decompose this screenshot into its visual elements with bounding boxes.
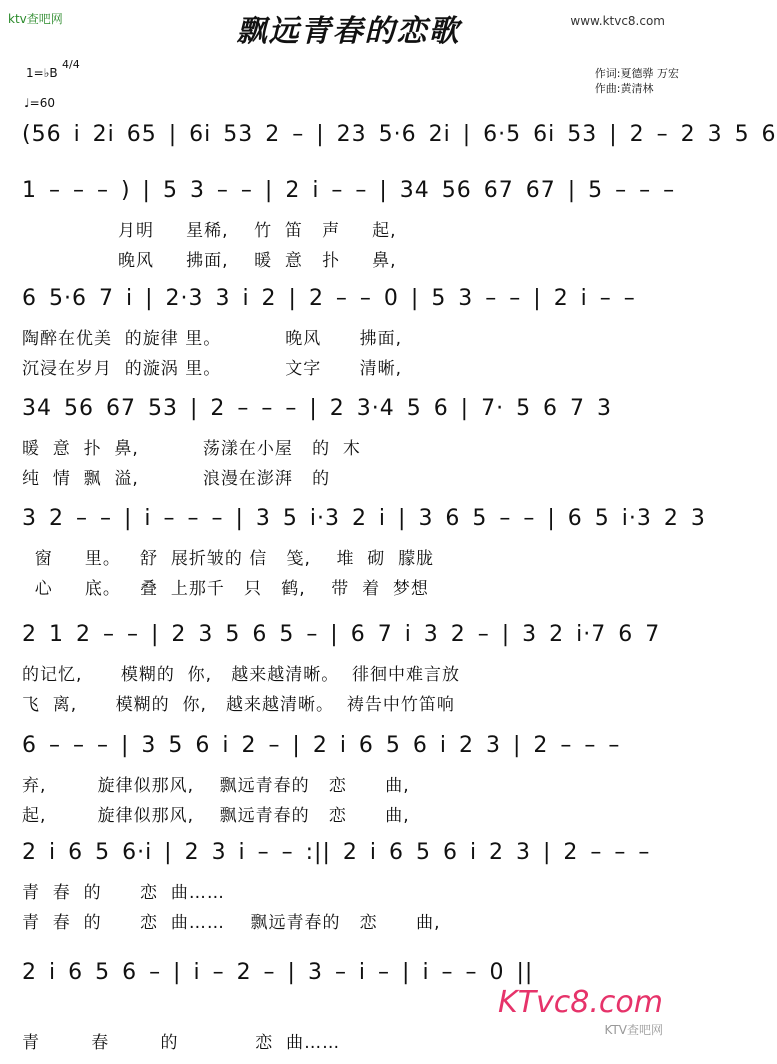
notation-row: 3 2 – – | i – – – | 3 5 i·3 2 i | 3 6 5 – – | 6 5 i·3 2 3 xyxy=(22,506,706,531)
logo-subtitle: KTV查吧网 xyxy=(604,1023,663,1037)
key-signature: 1=♭B xyxy=(26,66,58,80)
notation-row: 6 5·6 7 i | 2·3 3 i 2 | 2 – – 0 | 5 3 – – | 2 i – – xyxy=(22,286,636,311)
song-title: 飘远青春的恋歌 xyxy=(236,14,461,49)
site-url: www.ktvc8.com xyxy=(570,14,665,28)
score-line xyxy=(22,733,677,826)
lyric-verse-2: 飞 离, 模糊的 你, 越来越清晰。 祷告中竹笛响 xyxy=(22,695,455,715)
notation-row: 2 i 6 5 6 – | i – 2 – | 3 – i – | i – – 0 || xyxy=(22,960,534,985)
lyric-verse-2: 沉浸在岁月 的漩涡 里。 文字 清晰, xyxy=(22,359,403,379)
lyric-verse-2: 心 底。 叠 上那千 只 鹤, 带 着 梦想 xyxy=(22,579,429,599)
notation-row: 34 56 67 53 | 2 – – – | 2 3·4 5 6 | 7· 5 6 7 3 xyxy=(22,396,613,421)
notation-row: (56 i 2i 65 | 6i 53 2 – | 23 5·6 2i | 6·5 6i 53 | 2 – 2 3 5 6 xyxy=(22,122,777,147)
score-line xyxy=(22,396,677,489)
lyricist: 作词:夏德骅 万宏 xyxy=(594,67,679,80)
ktvc8-logo: KTvc8.com xyxy=(498,985,663,1020)
lyric-verse-2: 青 春 的 恋 曲…… 飘远青春的 恋 曲, xyxy=(22,913,441,933)
lyric-verse-2: 青 春 的 恋 曲…… xyxy=(22,1033,341,1053)
lyric-verse-1: 青 春 的 恋 曲…… xyxy=(22,883,225,903)
notation-row: 6 – – – | 3 5 6 i 2 – | 2 i 6 5 6 i 2 3 | 2 – – – xyxy=(22,733,621,758)
lyric-verse-1: 陶醉在优美 的旋律 里。 晚风 拂面, xyxy=(22,329,403,349)
notation-row: 2 1 2 – – | 2 3 5 6 5 – | 6 7 i 3 2 – | 3 2 i·7 6 7 xyxy=(22,622,661,647)
site-name-left: ktv查吧网 xyxy=(8,12,63,26)
lyric-verse-2: 纯 情 飘 溢, 浪漫在澎湃 的 xyxy=(22,469,331,489)
lyric-verse-1: 的记忆, 模糊的 你, 越来越清晰。 徘徊中难言放 xyxy=(22,665,461,685)
score-line xyxy=(22,840,677,933)
composer: 作曲:黄清林 xyxy=(594,82,654,95)
notation-row: 2 i 6 5 6·i | 2 3 i – – :|| 2 i 6 5 6 i 2 3 | 2 – – – xyxy=(22,840,651,865)
lyric-verse-2: 晚风 拂面, 暖 意 扑 鼻, xyxy=(22,251,397,271)
lyric-verse-1: 弃, 旋律似那风, 飘远青春的 恋 曲, xyxy=(22,776,410,796)
time-signature: 4/4 xyxy=(62,58,80,71)
lyric-verse-1: 月明 星稀, 竹 笛 声 起, xyxy=(22,221,397,241)
score-line xyxy=(22,622,677,715)
tempo: ♩=60 xyxy=(24,96,55,110)
lyric-verse-2: 起, 旋律似那风, 飘远青春的 恋 曲, xyxy=(22,806,410,826)
score-line xyxy=(22,506,706,599)
lyric-verse-1: 窗 里。 舒 展折皱的 信 笺, 堆 砌 朦胧 xyxy=(22,549,435,569)
credits xyxy=(595,66,679,96)
notation-row: 1 – – – ) | 5 3 – – | 2 i – – | 34 56 67 67 | 5 – – – xyxy=(22,178,676,203)
score-line xyxy=(22,178,677,271)
score-line xyxy=(22,286,677,379)
lyric-verse-1: 暖 意 扑 鼻, 荡漾在小屋 的 木 xyxy=(22,439,361,459)
